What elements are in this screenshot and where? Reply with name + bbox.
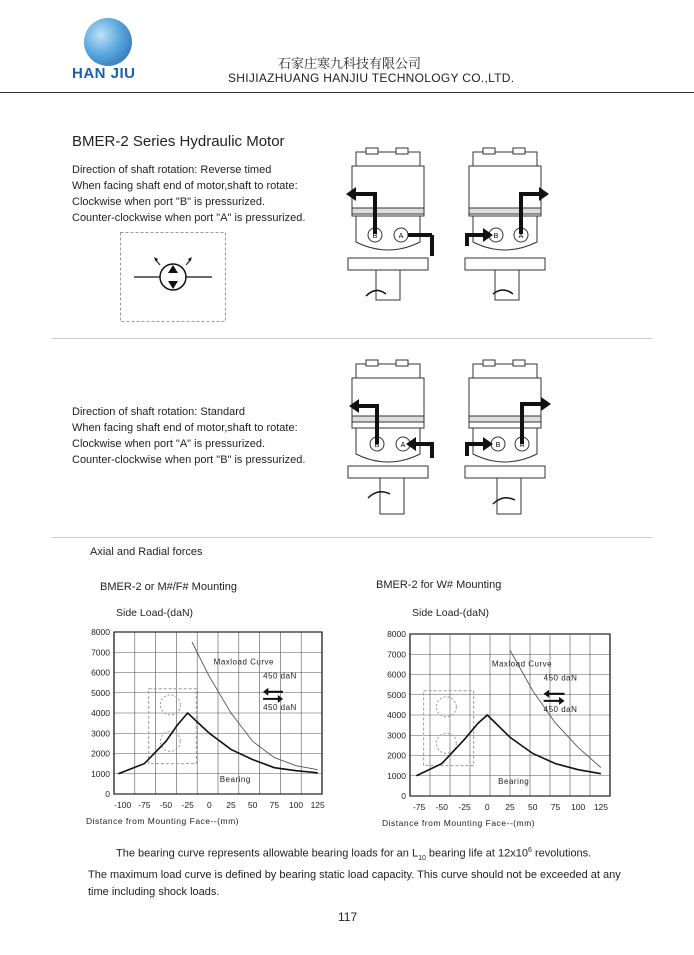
page-number: 117 xyxy=(338,910,358,924)
load-label-upper: 450 daN xyxy=(263,671,297,681)
chart-1-subtitle: BMER-2 or M#/F# Mounting xyxy=(100,581,237,593)
arrow-right-head xyxy=(559,697,564,705)
y-tick-label: 4000 xyxy=(91,708,110,718)
x-tick-label: 50 xyxy=(527,802,538,812)
x-axis-label: Distance from Mounting Face--(mm) xyxy=(382,818,536,828)
footnote-line-1 xyxy=(88,842,648,867)
chart-2-subtitle: BMER-2 for W# Mounting xyxy=(376,579,502,591)
y-tick-label: 7000 xyxy=(91,647,110,658)
port-a-label: A xyxy=(400,442,406,449)
company-logo-globe xyxy=(84,18,132,66)
port-a-label: A xyxy=(519,442,525,449)
x-tick-label: -25 xyxy=(458,802,471,812)
x-tick-label: 100 xyxy=(571,802,586,812)
x-axis-label: Distance from Mounting Face--(mm) xyxy=(86,816,240,826)
reverse-line-3: Clockwise when port "B" is pressurized. xyxy=(72,196,266,208)
y-tick-label: 6000 xyxy=(91,667,110,678)
bearing-label: Bearing xyxy=(219,774,251,784)
arrow-left-head xyxy=(263,688,268,696)
load-label-upper: 450 daN xyxy=(543,673,578,683)
section-divider xyxy=(52,537,652,538)
side-load-chart-1 xyxy=(82,602,352,828)
x-tick-label: 50 xyxy=(247,800,258,810)
load-label-lower: 450 daN xyxy=(263,702,297,712)
y-tick-label: 3000 xyxy=(387,730,406,741)
y-axis-label: Side Load-(daN) xyxy=(116,607,194,619)
y-tick-label: 6000 xyxy=(387,669,406,680)
motor-drawing-standard-cw xyxy=(346,358,446,518)
footnote-line-3: time including shock loads. xyxy=(88,885,220,898)
y-tick-label: 8000 xyxy=(387,629,406,639)
y-tick-label: 0 xyxy=(401,791,406,801)
footnote-line-1-part-b: bearing life at 12x10 xyxy=(425,847,529,860)
x-tick-label: 125 xyxy=(593,802,609,812)
y-tick-label: 1000 xyxy=(387,770,406,781)
standard-line-3: Clockwise when port "A" is pressurized. xyxy=(72,438,266,450)
x-tick-label: -100 xyxy=(114,800,132,810)
reverse-line-2: When facing shaft end of motor,shaft to rotate: xyxy=(72,180,298,192)
footnote-line-1-part-a: The bearing curve represents allowable bearing loads for an L xyxy=(116,847,419,860)
y-tick-label: 5000 xyxy=(91,687,110,698)
y-tick-label: 5000 xyxy=(387,689,406,700)
x-tick-label: -50 xyxy=(159,800,173,810)
standard-rotation-text xyxy=(72,404,305,468)
x-tick-label: -75 xyxy=(412,802,426,812)
load-label-lower: 450 daN xyxy=(543,704,578,714)
motor-drawing-reverse-cw xyxy=(346,146,446,306)
standard-line-2: When facing shaft end of motor,shaft to rotate: xyxy=(72,422,298,434)
arrow-left-head xyxy=(544,690,549,698)
standard-line-4: Counter-clockwise when port "B" is pressurized. xyxy=(72,454,306,466)
hydraulic-motor-symbol xyxy=(120,232,226,322)
y-tick-label: 1000 xyxy=(91,768,110,779)
company-name-chinese: 石家庄寒九科技有限公司 xyxy=(278,56,422,71)
footnote xyxy=(88,842,648,901)
x-tick-label: -25 xyxy=(181,800,194,810)
footnote-line-2: The maximum load curve is defined by bearing static load capacity. This curve should not be exceeded at any xyxy=(88,868,621,881)
y-tick-label: 0 xyxy=(105,789,110,799)
footnote-line-1-part-c: revolutions. xyxy=(531,847,592,860)
y-tick-label: 2000 xyxy=(387,750,406,761)
y-axis-label: Side Load-(daN) xyxy=(412,607,490,619)
logo-text: HAN JIU xyxy=(72,65,136,82)
footnote-subscript: 10 xyxy=(418,854,426,862)
y-tick-label: 7000 xyxy=(387,649,406,660)
header-divider xyxy=(0,92,694,93)
port-b-label: B xyxy=(372,233,378,240)
x-tick-label: 0 xyxy=(484,802,490,812)
port-a-label: A xyxy=(398,233,404,240)
y-tick-label: 3000 xyxy=(91,728,110,739)
standard-line-1: Direction of shaft rotation: Standard xyxy=(72,406,246,418)
maxload-curve-label: Maxload Curve xyxy=(491,659,553,669)
page-title: BMER-2 Series Hydraulic Motor xyxy=(72,133,285,150)
port-b-label: B xyxy=(493,233,499,240)
bearing-label: Bearing xyxy=(498,776,530,786)
port-b-label: B xyxy=(495,442,501,449)
bearing-curve xyxy=(416,715,601,776)
port-b-label: B xyxy=(374,442,380,449)
maxload-curve-label: Maxload Curve xyxy=(213,657,274,667)
port-a-label: A xyxy=(518,233,524,240)
reverse-line-1: Direction of shaft rotation: Reverse timed xyxy=(72,164,272,176)
reverse-rotation-text xyxy=(72,162,305,226)
side-load-chart-2 xyxy=(378,602,618,828)
motor-drawing-standard-ccw xyxy=(463,358,563,518)
company-name-english: SHIJIAZHUANG HANJIU TECHNOLOGY CO.,LTD. xyxy=(228,71,515,85)
y-tick-label: 2000 xyxy=(91,748,110,759)
section-divider xyxy=(52,338,652,339)
x-tick-label: -75 xyxy=(138,800,151,810)
y-tick-label: 8000 xyxy=(91,627,110,637)
x-tick-label: 75 xyxy=(269,800,280,810)
x-tick-label: 25 xyxy=(226,800,236,810)
motor-outline xyxy=(424,691,474,766)
x-tick-label: 100 xyxy=(288,800,304,810)
footnote-superscript: 6 xyxy=(528,847,532,854)
x-tick-label: 125 xyxy=(310,800,325,810)
motor-drawing-reverse-ccw xyxy=(463,146,563,306)
x-tick-label: 75 xyxy=(550,802,561,812)
reverse-line-4: Counter-clockwise when port "A" is pressurized. xyxy=(72,212,306,224)
x-tick-label: 0 xyxy=(206,800,212,810)
y-tick-label: 4000 xyxy=(387,710,406,720)
bolt-circle xyxy=(160,695,180,715)
bolt-circle xyxy=(436,697,456,717)
section-title: Axial and Radial forces xyxy=(90,546,203,558)
x-tick-label: -50 xyxy=(435,802,448,812)
x-tick-label: 25 xyxy=(505,802,515,812)
